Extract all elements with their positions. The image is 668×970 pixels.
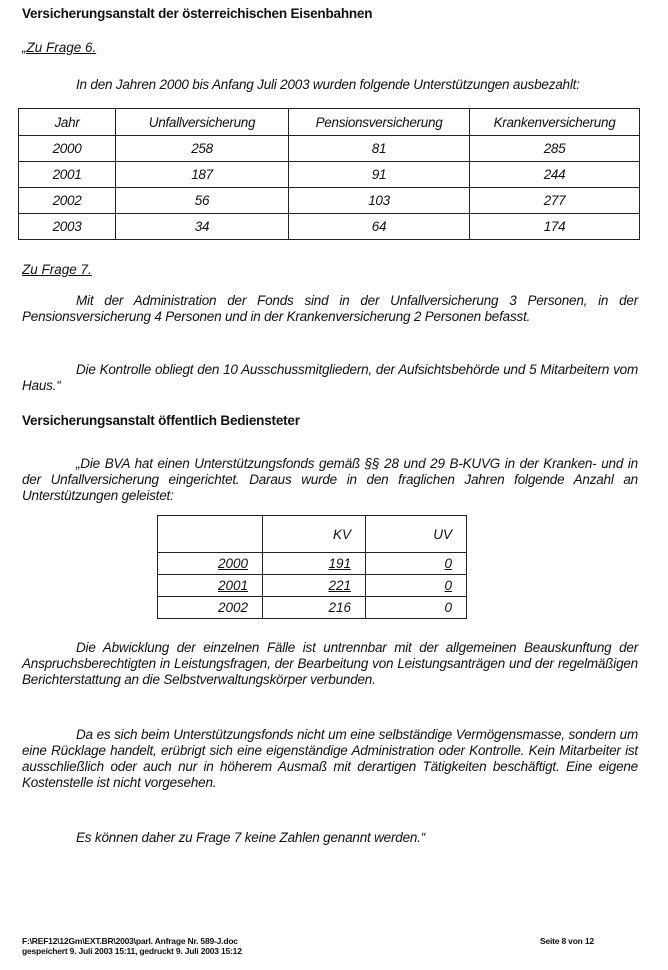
cell-health: 277 — [470, 188, 640, 214]
bva-intro-paragraph: „Die BVA hat einen Unterstützungsfonds gemäß §§ 28 und 29 B-KUVG in der Kranken- und in der Unfallversicherung eingerichtet. Daraus wurde in den fraglichen Jahren folgende Anzahl an Unterstützungen geleistet: — [22, 456, 638, 503]
table-header-row — [158, 516, 467, 553]
table-row — [19, 214, 640, 240]
question-6-label: „Zu Frage 6. — [22, 40, 97, 55]
section-heading-bva: Versicherungsanstalt öffentlich Bediensteter — [22, 413, 300, 428]
header-health-insurance: Krankenversicherung — [470, 109, 640, 136]
table-row — [158, 553, 467, 575]
footer-page-number: Seite 8 von 12 — [540, 936, 594, 946]
header-accident-insurance: Unfallversicherung — [116, 109, 289, 136]
bva-paragraph-1: Die Abwicklung der einzelnen Fälle ist untrennbar mit der allgemeinen Beauskunftung der Anspruchsberechtigten in Leistungsfragen, der Bearbeitung von Leistungsanträgen und der regelmäßigen Berichterstattung an die Selbstverwaltungskörper verbunden. — [22, 640, 638, 687]
table-row — [158, 597, 467, 619]
support-payments-table — [18, 108, 640, 240]
table-header-row — [19, 109, 640, 136]
section-heading-oebb: Versicherungsanstalt der österreichischen Eisenbahnen — [22, 6, 373, 21]
table-row — [19, 136, 640, 162]
bva-paragraph-2: Da es sich beim Unterstützungsfonds nicht um eine selbständige Vermögensmasse, sondern um eine Rücklage handelt, erübrigt sich eine eigenständige Administration oder Kontrolle. Kein Mitarbeiter ist ausschließlich oder auch nur in höherem Ausmaß mit derartigen Tätigkeiten beschäftigt. Eine eigene Kostenstelle ist nicht vorgesehen. — [22, 727, 638, 790]
cell-kv: 221 — [263, 575, 366, 597]
cell-health: 285 — [470, 136, 640, 162]
cell-uv: 0 — [366, 597, 467, 619]
cell-year: 2003 — [19, 214, 116, 240]
footer-file-path: F:\REF12\12Gm\EXT.BR\2003\parl. Anfrage Nr. 589-J.doc — [22, 936, 238, 946]
question-6-intro: In den Jahren 2000 bis Anfang Juli 2003 wurden folgende Unterstützungen ausbezahlt: — [76, 77, 580, 92]
header-empty — [158, 516, 263, 553]
cell-kv: 216 — [263, 597, 366, 619]
cell-year: 2000 — [19, 136, 116, 162]
cell-accident: 258 — [116, 136, 289, 162]
header-uv: UV — [366, 516, 467, 553]
cell-year: 2002 — [19, 188, 116, 214]
cell-year: 2001 — [158, 575, 263, 597]
table-row — [19, 162, 640, 188]
question-7-paragraph-2: Die Kontrolle obliegt den 10 Ausschussmitgliedern, der Aufsichtsbehörde und 5 Mitarbeitern vom Haus.“ — [22, 362, 638, 393]
table-row — [158, 575, 467, 597]
bva-support-table — [157, 515, 467, 619]
question-7-paragraph-1: Mit der Administration der Fonds sind in der Unfallversicherung 3 Personen, in der Pensionsversicherung 4 Personen und in der Krankenversicherung 2 Personen befasst. — [22, 293, 638, 324]
cell-kv: 191 — [263, 553, 366, 575]
cell-accident: 56 — [116, 188, 289, 214]
footer-file-info — [22, 936, 242, 956]
cell-pension: 91 — [289, 162, 470, 188]
cell-year: 2002 — [158, 597, 263, 619]
header-year: Jahr — [19, 109, 116, 136]
cell-accident: 34 — [116, 214, 289, 240]
header-kv: KV — [263, 516, 366, 553]
cell-year: 2001 — [19, 162, 116, 188]
cell-health: 244 — [470, 162, 640, 188]
header-pension-insurance: Pensionsversicherung — [289, 109, 470, 136]
cell-pension: 81 — [289, 136, 470, 162]
cell-health: 174 — [470, 214, 640, 240]
footer-saved-printed: gespeichert 9. Juli 2003 15:11, gedruckt 9. Juli 2003 15:12 — [22, 946, 242, 956]
cell-uv: 0 — [366, 553, 467, 575]
cell-year: 2000 — [158, 553, 263, 575]
table-row — [19, 188, 640, 214]
cell-pension: 64 — [289, 214, 470, 240]
question-7-label: Zu Frage 7. — [22, 262, 92, 277]
bva-paragraph-3: Es können daher zu Frage 7 keine Zahlen genannt werden.“ — [76, 830, 426, 845]
cell-uv: 0 — [366, 575, 467, 597]
cell-pension: 103 — [289, 188, 470, 214]
cell-accident: 187 — [116, 162, 289, 188]
